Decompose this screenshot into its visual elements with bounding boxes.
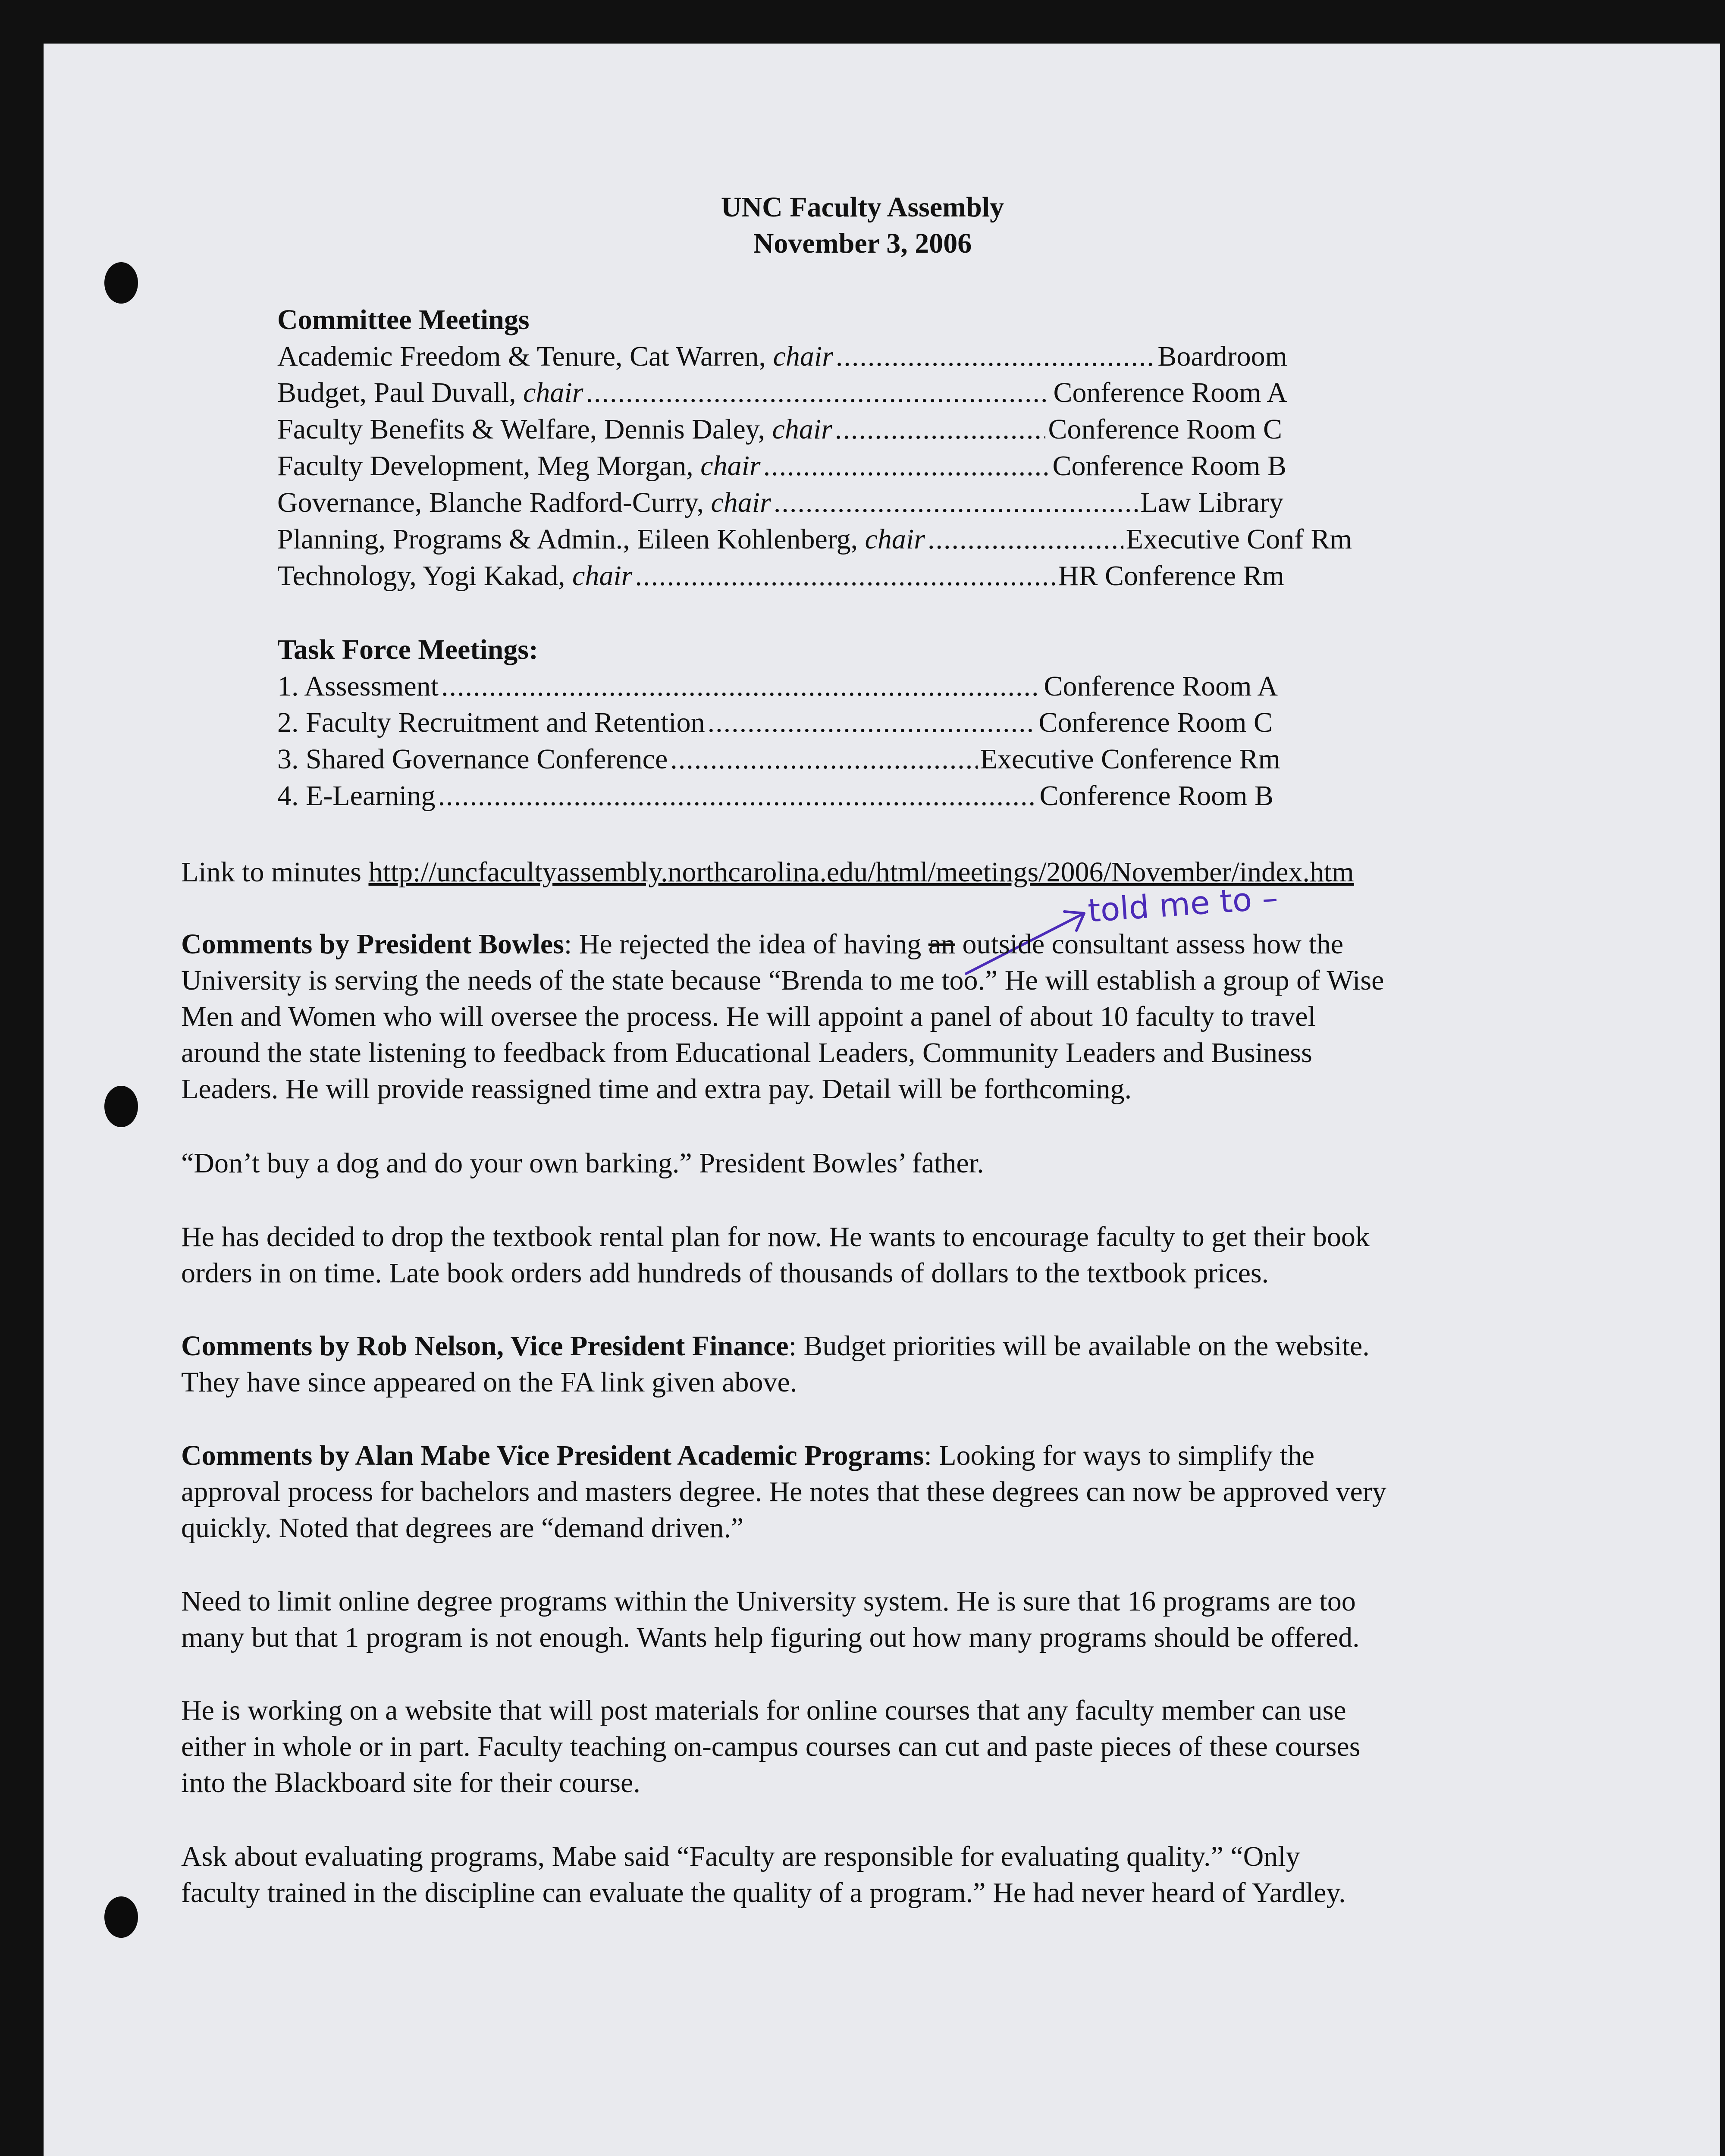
text-line: : Budget priorities will be available on the website.	[788, 1330, 1370, 1362]
online-paragraph	[181, 1583, 1360, 1656]
punch-hole-middle	[104, 1086, 138, 1127]
committee-role: chair	[711, 487, 771, 518]
bowles-heading: Comments by President Bowles	[181, 928, 564, 960]
taskforce-room: Conference Room C	[1038, 707, 1273, 738]
mabe-heading: Comments by Alan Mabe Vice President Academic Programs	[181, 1440, 924, 1471]
taskforce-room: Conference Room A	[1044, 671, 1278, 702]
committee-room: HR Conference Rm	[1058, 560, 1284, 592]
committee-row	[277, 342, 1287, 371]
website-paragraph	[181, 1692, 1360, 1801]
taskforce-row	[277, 708, 1273, 737]
mabe-paragraph	[181, 1438, 1386, 1546]
nelson-paragraph	[181, 1328, 1370, 1401]
committee-row	[277, 525, 1352, 554]
taskforce-heading: Task Force Meetings:	[277, 634, 538, 665]
taskforce-row	[277, 672, 1278, 701]
committee-role: chair	[572, 560, 633, 592]
dot-leader	[438, 782, 1037, 810]
committee-heading: Committee Meetings	[277, 304, 530, 335]
text-line: either in whole or in part. Faculty teaching on-campus courses can cut and paste pieces of these courses	[181, 1731, 1361, 1762]
committee-role: chair	[523, 377, 583, 408]
text-line: “Don’t buy a dog and do your own barking.” President Bowles’ father.	[181, 1147, 984, 1179]
text-line: orders in on time. Late book orders add hundreds of thousands of dollars to the textbook prices.	[181, 1257, 1269, 1289]
text-line: Men and Women who will oversee the process. He will appoint a panel of about 10 faculty to travel	[181, 1001, 1316, 1032]
document-title: UNC Faculty Assembly	[721, 191, 1004, 223]
document-date: November 3, 2006	[753, 228, 972, 259]
text-line: : Looking for ways to simplify the	[924, 1440, 1315, 1471]
dot-leader	[928, 525, 1123, 554]
evaluating-paragraph	[181, 1839, 1346, 1911]
taskforce-room: Executive Conference Rm	[980, 743, 1280, 775]
text-line: many but that 1 program is not enough. Wants help figuring out how many programs should be offered.	[181, 1622, 1360, 1653]
dot-leader	[708, 708, 1036, 737]
minutes-link[interactable]: http://uncfacultyassembly.northcarolina.edu/html/meetings/2006/November/index.htm	[368, 856, 1354, 888]
committee-role: chair	[772, 414, 832, 445]
dot-leader	[836, 342, 1155, 371]
committee-room: Conference Room B	[1052, 450, 1286, 482]
dot-leader	[441, 672, 1041, 701]
taskforce-name: 2. Faculty Recruitment and Retention	[277, 707, 705, 738]
struck-word: to	[870, 965, 893, 996]
committee-row	[277, 562, 1284, 590]
committee-name: Faculty Benefits & Welfare, Dennis Daley,	[277, 414, 772, 445]
committee-row	[277, 452, 1286, 480]
committee-role: chair	[700, 450, 761, 482]
text-line: He is working on a website that will post materials for online courses that any faculty member can use	[181, 1695, 1346, 1726]
textbook-paragraph	[181, 1219, 1370, 1291]
text-line: around the state listening to feedback from Educational Leaders, Community Leaders and Business	[181, 1037, 1312, 1069]
minutes-line	[181, 858, 1354, 887]
committee-room: Executive Conf Rm	[1126, 523, 1352, 555]
taskforce-name: 3. Shared Governance Conference	[277, 743, 668, 775]
text-line: : He rejected the idea of having	[564, 928, 928, 960]
text-line: me too.” He will establish a group of Wise	[892, 965, 1384, 996]
taskforce-row	[277, 745, 1280, 774]
taskforce-room: Conference Room B	[1039, 780, 1273, 812]
committee-room: Conference Room A	[1053, 377, 1287, 408]
dot-leader	[763, 452, 1050, 480]
text-line: faculty trained in the discipline can evaluate the quality of a program.” He had never heard of Yardley.	[181, 1877, 1346, 1908]
committee-name: Governance, Blanche Radford-Curry,	[277, 487, 711, 518]
taskforce-name: 4. E-Learning	[277, 780, 436, 812]
committee-role: chair	[865, 523, 925, 555]
committee-room: Law Library	[1140, 487, 1283, 518]
committee-room: Boardroom	[1157, 341, 1287, 372]
dot-leader	[670, 745, 977, 774]
dot-leader	[635, 562, 1055, 590]
text-line: approval process for bachelors and masters degree. He notes that these degrees can now be approved very	[181, 1476, 1386, 1507]
text-line: quickly. Noted that degrees are “demand driven.”	[181, 1512, 744, 1544]
committee-role: chair	[773, 341, 833, 372]
text-line: He has decided to drop the textbook rental plan for now. He wants to encourage faculty to get their book	[181, 1221, 1370, 1253]
committee-name: Planning, Programs & Admin., Eileen Kohlenberg,	[277, 523, 865, 555]
nelson-heading: Comments by Rob Nelson, Vice President Finance	[181, 1330, 789, 1362]
committee-room: Conference Room C	[1048, 414, 1282, 445]
committee-row	[277, 415, 1282, 444]
bowles-paragraph	[181, 926, 1384, 1107]
committee-name: Faculty Development, Meg Morgan,	[277, 450, 701, 482]
committee-row	[277, 379, 1287, 407]
committee-name: Budget, Paul Duvall,	[277, 377, 524, 408]
text-line: outside consultant assess how the	[955, 928, 1344, 960]
text-line: They have since appeared on the FA link given above.	[181, 1366, 797, 1398]
punch-hole-top	[104, 262, 138, 304]
text-line: University is serving the needs of the state because “Brenda	[181, 965, 871, 996]
committee-name: Technology, Yogi Kakad,	[277, 560, 573, 592]
text-line: Ask about evaluating programs, Mabe said “Faculty are responsible for evaluating quality.” “Only	[181, 1841, 1300, 1872]
text-line: into the Blackboard site for their course.	[181, 1767, 640, 1799]
text-line: Leaders. He will provide reassigned time and extra pay. Detail will be forthcoming.	[181, 1073, 1132, 1105]
quote-paragraph	[181, 1145, 984, 1181]
punch-hole-bottom	[104, 1896, 138, 1938]
text-line: Need to limit online degree programs within the University system. He is sure that 16 programs are too	[181, 1586, 1356, 1617]
minutes-label: Link to minutes	[181, 856, 369, 888]
committee-row	[277, 489, 1283, 517]
dot-leader	[835, 415, 1046, 444]
taskforce-name: 1. Assessment	[277, 671, 439, 702]
committee-name: Academic Freedom & Tenure, Cat Warren,	[277, 341, 773, 372]
taskforce-row	[277, 782, 1273, 810]
dot-leader	[774, 489, 1138, 517]
handwritten-note: told me to –	[1087, 879, 1280, 930]
struck-word: an	[928, 928, 955, 960]
dot-leader	[586, 379, 1051, 407]
